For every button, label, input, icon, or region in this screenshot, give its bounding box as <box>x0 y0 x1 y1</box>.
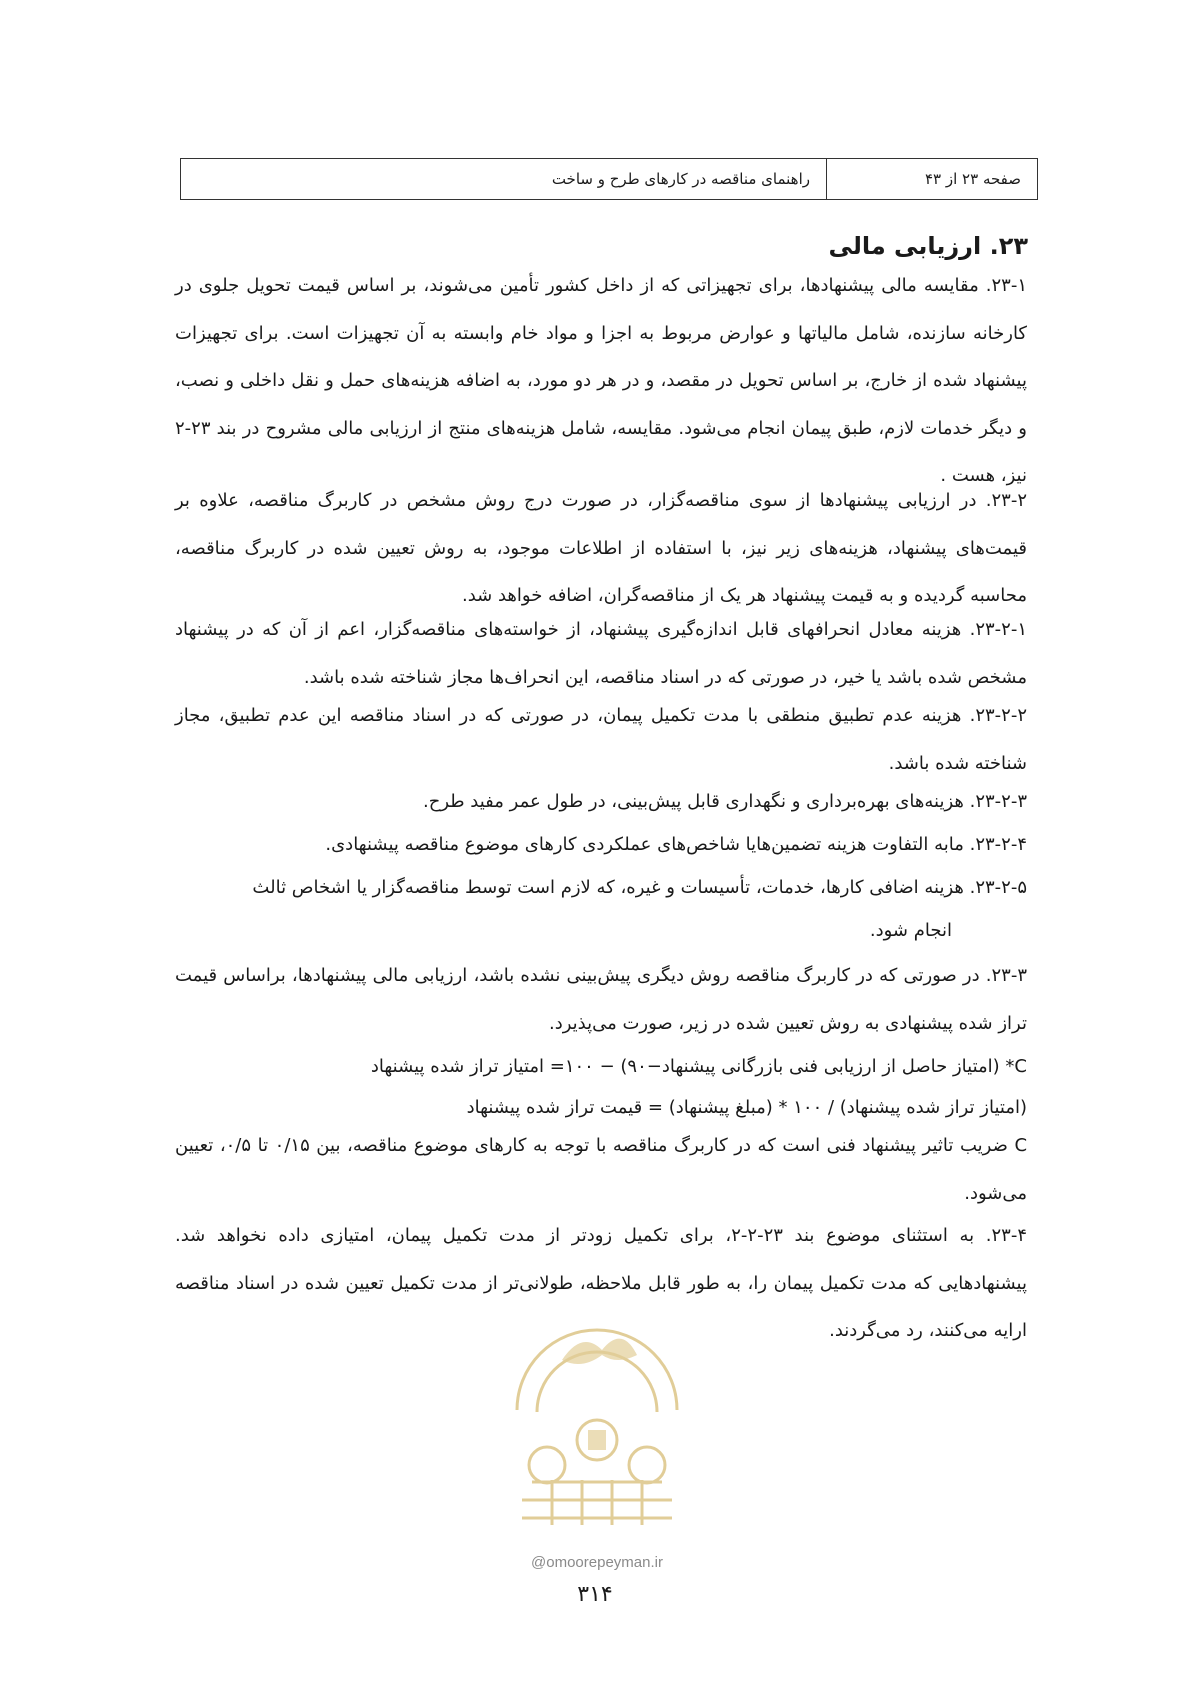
document-title: راهنمای مناقصه در کارهای طرح و ساخت <box>551 170 810 188</box>
paragraph-23-1: ۲۳-۱. مقایسه مالی پیشنهادها، برای تجهیزاتی که از داخل کشور تأمین می‌شوند، بر اساس قیمت تحویل جلوی در کارخانه سازنده، شامل مالیاتها و عوارض مربوط به اجزا و مواد خام وابسته به آن تجهیزات است. برای تجهیزات پیشنهاد شده از خارج، بر اساس تحویل در مقصد، و در هر دو مورد، به اضافه هزینه‌های حمل و نقل داخلی و نصب، و دیگر خدمات لازم، طبق پیمان انجام می‌شود. مقایسه، شامل هزینه‌های منتج از ارزیابی مالی مشروح در بند ۲۳-۲ نیز، هست . <box>175 275 1027 486</box>
formula-adjusted-price: (امتیاز تراز شده پیشنهاد) / ۱۰۰ * (مبلغ پیشنهاد) = قیمت تراز شده پیشنهاد <box>466 1097 1027 1118</box>
formula-adjusted-score: C* (امتیاز حاصل از ارزیابی فنی بازرگانی پیشنهاد−۹۰) − ۱۰۰= امتیاز تراز شده پیشنهاد <box>370 1056 1027 1077</box>
paragraph-23-2-3: ۲۳-۲-۳. هزینه‌های بهره‌برداری و نگهداری قابل پیش‌بینی، در طول عمر مفید طرح. <box>422 791 1027 812</box>
paragraph-23-2-1: ۲۳-۲-۱. هزینه معادل انحرافهای قابل اندازه‌گیری پیشنهاد، از خواسته‌های مناقصه‌گزار، اعم از آن که در پیشنهاد مشخص شده باشد یا خیر، در صورتی که در اسناد مناقصه، این انحراف‌ها مجاز شناخته شده باشد. <box>175 619 1027 688</box>
paragraph-23-4: ۲۳-۴. به استثنای موضوع بند ۲۳-۲-۲، برای تکمیل زودتر از مدت تکمیل پیمان، امتیازی داده نخواهد شد. پیشنهادهایی که مدت تکمیل پیمان را، به طور قابل ملاحظه، طولانی‌تر از مدت تکمیل تعیین شده در اسناد مناقصه ارایه می‌کنند، رد می‌گردند. <box>175 1225 1027 1341</box>
watermark-site: @omoorepeyman.ir <box>531 1554 663 1571</box>
paragraph-23-2: ۲۳-۲. در ارزیابی پیشنهادها از سوی مناقصه‌گزار، در صورت درج روش مشخص در کاربرگ مناقصه، علاوه بر قیمت‌های پیشنهاد، هزینه‌های زیر نیز، با استفاده از اطلاعات موجود، به روش تعیین شده در کاربرگ مناقصه، محاسبه گردیده و به قیمت پیشنهاد هر یک از مناقصه‌گران، اضافه خواهد شد. <box>175 490 1027 606</box>
page-info: صفحه ۲۳ از ۴۳ <box>826 159 1037 199</box>
section-heading: ۲۳. ارزیابی مالی <box>828 232 1028 260</box>
paragraph-23-2-5-continued: انجام شود. <box>869 920 952 941</box>
paragraph-coefficient-c: C ضریب تاثیر پیشنهاد فنی است که در کاربرگ مناقصه با توجه به کارهای موضوع مناقصه، بین ۰/۱۵ تا ۰/۵، تعیین می‌شود. <box>175 1135 1028 1204</box>
paragraph-23-2-2: ۲۳-۲-۲. هزینه عدم تطبیق منطقی با مدت تکمیل پیمان، در صورتی که در اسناد مناقصه این عدم تطبیق، مجاز شناخته شده باشد. <box>175 705 1027 774</box>
paragraph-23-3: ۲۳-۳. در صورتی که در کاربرگ مناقصه روش دیگری پیش‌بینی نشده باشد، ارزیابی مالی پیشنهادها، براساس قیمت تراز شده پیشنهادی به روش تعیین شده در زیر، صورت می‌پذیرد. <box>175 965 1027 1034</box>
paragraph-23-2-4: ۲۳-۲-۴. مابه التفاوت هزینه تضمین‌هایا شاخص‌های عملکردی کارهای موضوع مناقصه پیشنهادی. <box>325 834 1027 855</box>
watermark-seal <box>492 1300 702 1535</box>
page-header <box>180 158 1038 200</box>
paragraph-23-2-5: ۲۳-۲-۵. هزینه اضافی کارها، خدمات، تأسیسات و غیره، که لازم است توسط مناقصه‌گزار یا اشخاص ثالث <box>252 877 1027 898</box>
page-number: ۳۱۴ <box>577 1582 613 1607</box>
